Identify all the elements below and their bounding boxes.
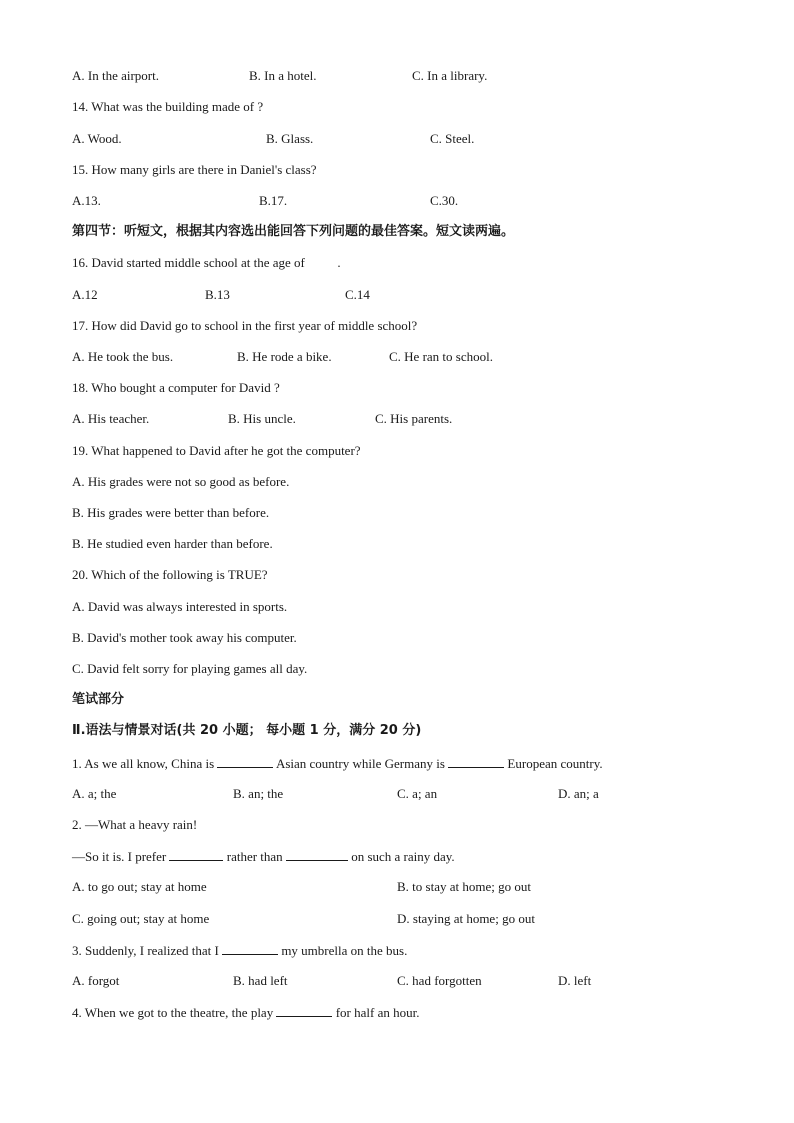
q18-option-b: B. His uncle. <box>228 411 296 426</box>
g4-blank <box>276 1004 332 1017</box>
g1-option-b: B. an; the <box>233 786 284 801</box>
g3-option-c: C. had forgotten <box>397 973 482 988</box>
q18-option-a: A. His teacher. <box>72 411 150 426</box>
g4-question-start: 4. When we got to the theatre, the play <box>72 1005 274 1020</box>
g4-question-end: for half an hour. <box>335 1005 420 1020</box>
g1-question <box>72 755 603 772</box>
q17-option-a: A. He took the bus. <box>72 349 174 364</box>
q19-option-b: B. His grades were better than before. <box>72 505 270 520</box>
written-part-heading: 笔试部分 <box>72 692 125 707</box>
q19-option-a: A. His grades were not so good as before. <box>72 474 290 489</box>
q14-option-c: C. Steel. <box>430 131 475 146</box>
q15-option-a: A.13. <box>72 193 101 208</box>
g2-option-c: C. going out; stay at home <box>72 911 210 926</box>
g3-question <box>72 942 407 959</box>
g2-question-end: on such a rainy day. <box>351 849 455 864</box>
g1-option-c: C. a; an <box>397 786 438 801</box>
q16-question-text: 16. David started middle school at the age of <box>72 255 305 270</box>
q17-question: 17. How did David go to school in the first year of middle school? <box>72 318 418 333</box>
g2-option-d: D. staying at home; go out <box>397 911 535 926</box>
g3-option-a: A. forgot <box>72 973 120 988</box>
q14-option-a: A. Wood. <box>72 131 122 146</box>
q20-option-a: A. David was always interested in sports. <box>72 599 288 614</box>
q15-option-b: B.17. <box>259 193 288 208</box>
q16-question-end: . <box>337 255 341 270</box>
q13-option-c: C. In a library. <box>412 68 488 83</box>
g1-option-a: A. a; the <box>72 786 117 801</box>
q14-question: 14. What was the building made of ? <box>72 99 264 114</box>
g2-question-start: —So it is. I prefer <box>72 849 167 864</box>
q19-option-c: B. He studied even harder than before. <box>72 536 273 551</box>
q17-option-b: B. He rode a bike. <box>237 349 332 364</box>
section4-heading: 第四节：听短文，根据其内容选出能回答下列问题的最佳答案。短文读两遍。 <box>72 224 515 239</box>
g2-option-b: B. to stay at home; go out <box>397 879 531 894</box>
q16-option-c: C.14 <box>345 287 370 302</box>
g3-question-end: my umbrella on the bus. <box>281 943 408 958</box>
q16-option-a: A.12 <box>72 287 98 302</box>
q15-question: 15. How many girls are there in Daniel's class? <box>72 162 317 177</box>
g1-question-end: European country. <box>507 756 603 771</box>
q20-option-b: B. David's mother took away his computer. <box>72 630 297 645</box>
g1-blank-2 <box>448 755 504 768</box>
q19-question: 19. What happened to David after he got the computer? <box>72 443 361 458</box>
q18-option-c: C. His parents. <box>375 411 453 426</box>
g2-blank-1 <box>169 848 223 861</box>
g3-option-b: B. had left <box>233 973 288 988</box>
g1-option-d: D. an; a <box>558 786 599 801</box>
q18-question: 18. Who bought a computer for David ? <box>72 380 280 395</box>
g1-blank-1 <box>217 755 273 768</box>
g2-line1: 2. —What a heavy rain! <box>72 817 198 832</box>
q13-option-a: A. In the airport. <box>72 68 160 83</box>
q13-option-b: B. In a hotel. <box>249 68 317 83</box>
q17-option-c: C. He ran to school. <box>389 349 493 364</box>
part2-heading: Ⅱ.语法与情景对话(共 20 小题； 每小题 1 分，满分 20 分) <box>72 723 422 738</box>
g2-question-middle: rather than <box>226 849 283 864</box>
g3-question-start: 3. Suddenly, I realized that I <box>72 943 219 958</box>
g4-question <box>72 1004 419 1021</box>
g1-question-middle: Asian country while Germany is <box>275 756 445 771</box>
q16-option-b: B.13 <box>205 287 230 302</box>
q20-question: 20. Which of the following is TRUE? <box>72 567 268 582</box>
q16-question <box>72 255 341 271</box>
q14-option-b: B. Glass. <box>266 131 314 146</box>
g3-blank <box>222 942 278 955</box>
q15-option-c: C.30. <box>430 193 459 208</box>
g3-option-d: D. left <box>558 973 592 988</box>
q20-option-c: C. David felt sorry for playing games all day. <box>72 661 308 676</box>
g2-blank-2 <box>286 848 348 861</box>
g1-question-start: 1. As we all know, China is <box>72 756 215 771</box>
g2-option-a: A. to go out; stay at home <box>72 879 207 894</box>
g2-line2 <box>72 848 455 865</box>
